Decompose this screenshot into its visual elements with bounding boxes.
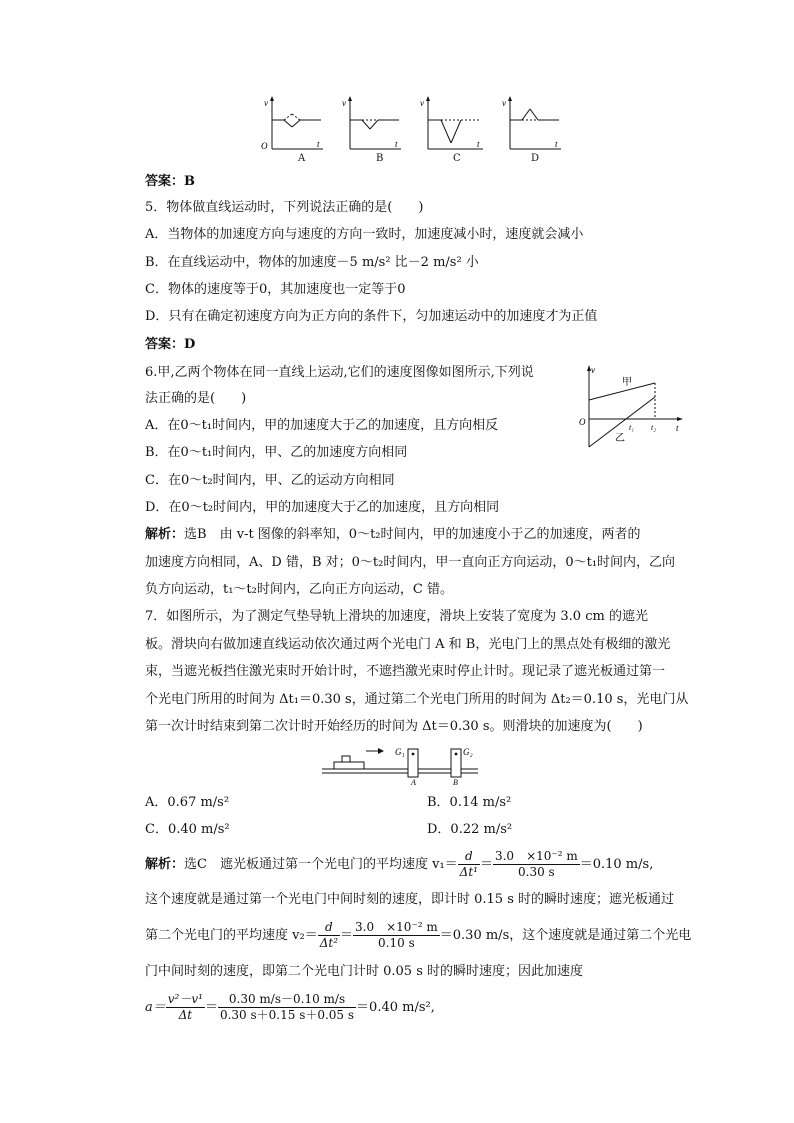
q6-axis-v: v [591, 365, 595, 375]
vt-graph-set [255, 95, 558, 167]
q6-vt-graph [575, 363, 685, 453]
axis-v-label: v [264, 98, 268, 108]
q7-sol5-pre: a＝ [145, 1000, 166, 1015]
q5-option-d: D．只有在确定初速度方向为正方向的条件下，匀加速运动中的加速度才为正值 [145, 309, 598, 324]
q7-sol1-fraction-1: $\frac{d}{\text{Δt¹}}$ [459, 849, 478, 879]
q7-sol3-pre: 第二个光电门的平均速度 v₂＝ [145, 928, 318, 943]
q7-solution-line-2: 这个速度就是通过第一个光电门中间时刻的速度，即计时 0.15 s 时的瞬时速度；遮光板通过 [145, 892, 675, 907]
q7-analysis-label: 解析： [145, 857, 185, 872]
graph-label-a: A [298, 153, 306, 164]
q7-stem-2: 板。滑块向右做加速直线运动依次通过两个光电门 A 和 B，光电门上的黑点处有极细的激光 [145, 637, 671, 652]
q6-origin: O [579, 417, 586, 427]
q7-solution-line-4: 门中间时刻的速度，即第二个光电门计时 0.05 s 时的瞬时速度；因此加速度 [145, 964, 584, 979]
q6-analysis-label: 解析： [145, 527, 185, 542]
q7-sol5-fraction-2: $\frac{0.30 m/s-0.10 m/s}{0.30 s+0.15 s+0.05 s}$ [219, 992, 355, 1022]
q5-option-b: B．在直线运动中，物体的加速度－5 m/s² 比－2 m/s² 小 [145, 255, 479, 270]
q6-t1-label: t₁ [629, 423, 635, 432]
axis-t-label: t [395, 139, 398, 149]
q6-axis-t: t [676, 423, 679, 433]
graph-label-d: D [531, 153, 540, 164]
q6-stem-1: 6.甲,乙两个物体在同一直线上运动,它们的速度图像如图所示,下列说 [145, 365, 534, 380]
q7-stem-3: 束，当遮光板挡住激光束时开始计时，不遮挡激光束时停止计时。现记录了遮光板通过第一 [145, 664, 666, 679]
q7-sol5-post: ＝0.40 m/s², [356, 1000, 435, 1015]
axis-t-label: t [317, 139, 320, 149]
q6-option-c: C．在0～t₂时间内，甲、乙的运动方向相同 [145, 473, 395, 488]
axis-t-label: t [555, 139, 558, 149]
vt-graph-b [333, 95, 403, 153]
q6-analysis-1 [145, 525, 641, 545]
q7-g2-label: G₂ [463, 747, 473, 757]
q6-option-a: A．在0～t₁时间内，甲的加速度大于乙的加速度，且方向相反 [145, 418, 499, 433]
q6-analysis-3: 负方向运动，t₁～t₂时间内，乙向正方向运动，C 错。 [145, 582, 453, 597]
axis-v-label: v [502, 98, 506, 108]
q7-sol3-fraction-2: $\frac{\text{3.0 ×10⁻² m}}{0.10 s}$ [355, 920, 438, 950]
q6-analysis-text-1: 选B 由 v-t 图像的斜率知，0～t₂时间内，甲的加速度小于乙的加速度，两者的 [184, 527, 641, 542]
q7-sol1-pre: 选C 遮光板通过第一个光电门的平均速度 v₁＝ [184, 857, 458, 872]
vt-graph-c [411, 95, 486, 153]
q4-answer: 答案：B [145, 174, 195, 189]
q7-option-b: B．0.14 m/s² [427, 795, 512, 810]
q7-stem-4: 个光电门所用的时间为 Δt₁＝0.30 s，通过第二个光电门所用的时间为 Δt₂＝0.10 s，光电门从 [145, 692, 689, 707]
q7-option-d: D．0.22 m/s² [427, 822, 513, 837]
graph-label-b: B [376, 153, 384, 164]
q7-sol1-fraction-2: $\frac{\text{3.0 ×10⁻² m}}{0.30 s}$ [494, 849, 578, 879]
q6-analysis-2: 加速度方向相同，A、D 错，B 对；0～t₂时间内，甲一直向正方向运动，0～t₁时间内，乙向 [145, 555, 676, 570]
q6-jia-label: 甲 [622, 377, 632, 388]
q7-sol1-post: ＝0.10 m/s, [579, 857, 654, 872]
q7-sol5-fraction-1: $\frac{\text{v²－v¹}}{\Delta t}$ [167, 992, 203, 1022]
q7-solution-line-1: 解析：选C 遮光板通过第一个光电门的平均速度 v₁＝ $\frac{d}{\text{Δt¹}}$ ＝ $\frac{\text{3.0 ×10⁻² m}}{0.30 s}$ ＝0.10 m/s, [145, 849, 654, 879]
q5-option-c: C．物体的速度等于0，其加速度也一定等于0 [145, 282, 406, 297]
q7-gate-a-label: A [411, 778, 416, 785]
q6-t2-label: t₂ [651, 423, 657, 432]
q7-gate-b-label: B [453, 778, 458, 785]
q5-stem: 5．物体做直线运动时，下列说法正确的是( ) [145, 200, 424, 215]
graph-label-c: C [453, 153, 461, 164]
q6-stem-2: 法正确的是( ) [145, 391, 247, 406]
q7-sol3-fraction-1: $\frac{d}{\text{Δt²}}$ [319, 920, 339, 950]
q7-option-c: C．0.40 m/s² [145, 822, 230, 837]
origin-label: O [261, 141, 268, 151]
q7-solution-line-5: a＝ $\frac{\text{v²－v¹}}{\Delta t}$ ＝ $\frac{0.30 m/s-0.10 m/s}{0.30 s+0.15 s+0.05 s}$ ＝0.40 m/s², [145, 992, 435, 1022]
q5-option-a: A．当物体的加速度方向与速度的方向一致时，加速度减小时，速度就会减小 [145, 227, 584, 242]
q7-g1-label: G₁ [395, 747, 405, 757]
q6-option-d: D．在0～t₂时间内，甲的加速度大于乙的加速度，且方向相同 [145, 500, 500, 515]
vt-graph-d [493, 95, 563, 153]
q6-yi-label: 乙 [615, 433, 625, 444]
q5-answer: 答案：D [145, 337, 196, 352]
q7-sol3-post: ＝0.30 m/s，这个速度就是通过第二个光电 [439, 928, 692, 943]
q7-solution-line-3: 第二个光电门的平均速度 v₂＝ $\frac{d}{\text{Δt²}}$ ＝ $\frac{\text{3.0 ×10⁻² m}}{0.10 s}$ ＝0.30 m/s，这个速度就是通过第二个光电 [145, 920, 692, 950]
axis-v-label: v [342, 98, 346, 108]
axis-t-label: t [477, 139, 480, 149]
q7-stem-1: 7．如图所示，为了测定气垫导轨上滑块的加速度，滑块上安装了宽度为 3.0 cm 的遮光 [145, 609, 648, 624]
axis-v-label: v [420, 98, 424, 108]
q7-option-a: A．0.67 m/s² [145, 795, 230, 810]
q6-option-b: B．在0～t₁时间内，甲、乙的加速度方向相同 [145, 445, 408, 460]
q7-air-track-figure [318, 743, 483, 785]
q7-stem-5: 第一次计时结束到第二次计时开始经历的时间为 Δt＝0.30 s。则滑块的加速度为( ) [145, 719, 643, 734]
vt-graph-a [255, 95, 325, 153]
